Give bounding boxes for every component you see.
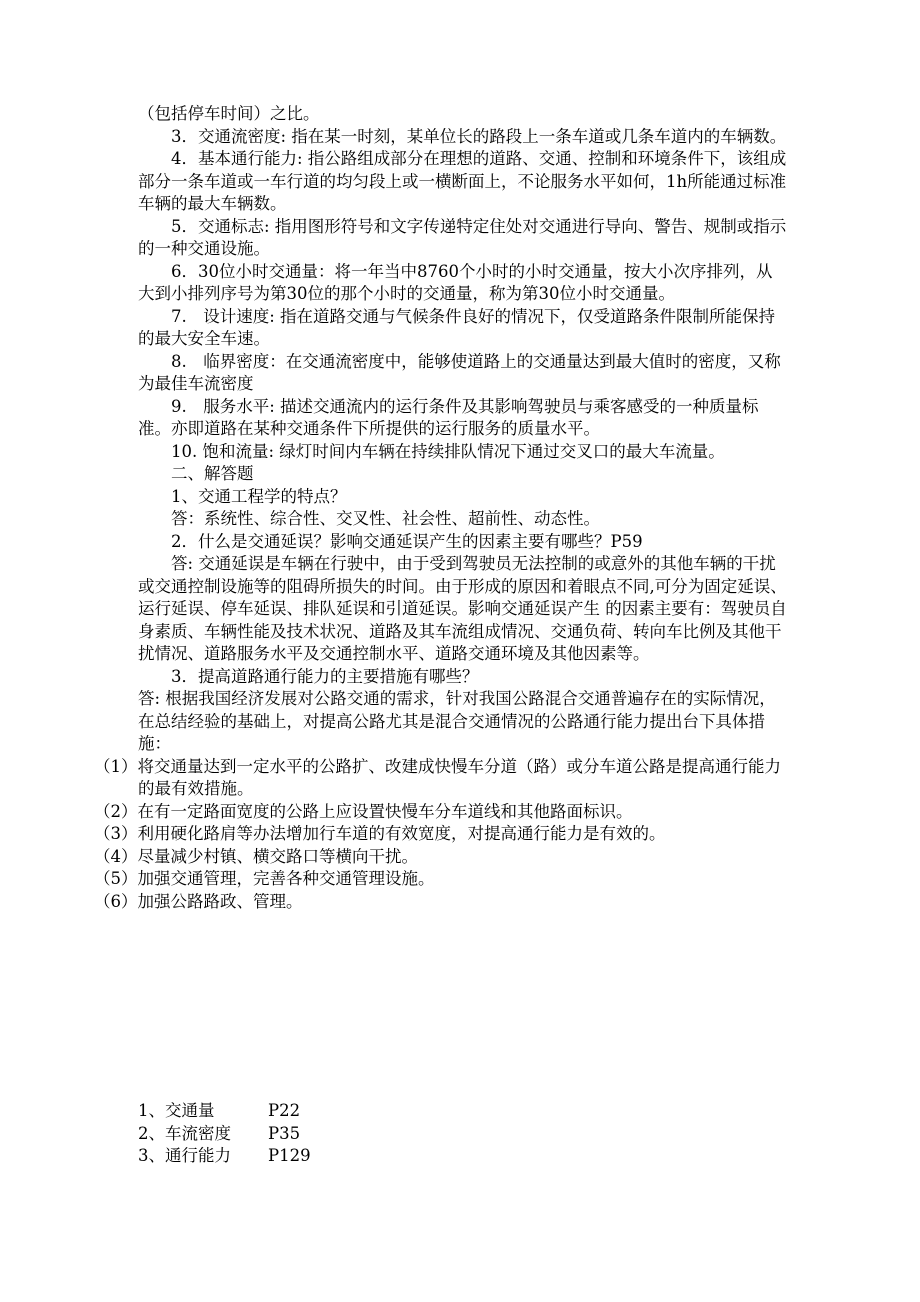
measure-item: （5）加强交通管理，完善各种交通管理设施。 bbox=[94, 869, 435, 888]
reference-page: P129 bbox=[268, 1146, 311, 1165]
answer-3-intro: 答: 根据我国经济发展对公路交通的需求，针对我国公路混合交通普遍存在的实际情况，在总结经验的基础上，对提高公路尤其是混合交通情况的公路通行能力提出台下具体措施： bbox=[138, 689, 776, 753]
question-2: 2．什么是交通延误？影响交通延误产生的因素主要有哪些？P59 bbox=[171, 531, 643, 551]
reference-list bbox=[138, 1100, 311, 1168]
reference-label: 1、交通量 bbox=[138, 1101, 215, 1120]
reference-label: 2、车流密度 bbox=[138, 1123, 231, 1143]
measure-item: （2）在有一定路面宽度的公路上应设置快慢车分车道线和其他路面标识。 bbox=[94, 801, 633, 821]
measure-item: （6）加强公路路政、管理。 bbox=[94, 891, 303, 911]
measure-item: （3）利用硬化路肩等办法增加行车道的有效宽度，对提高通行能力是有效的。 bbox=[94, 824, 666, 843]
definition-design-speed: 7. 设计速度: 指在道路交通与气候条件良好的情况下，仅受道路条件限制所能保持的最大安全车速。 bbox=[138, 306, 776, 348]
paragraph: （包括停车时间）之比。 bbox=[138, 104, 320, 123]
answer-1: 答：系统性、综合性、交叉性、社会性、超前性、动态性。 bbox=[171, 509, 600, 528]
reference-page: P35 bbox=[268, 1123, 301, 1143]
measure-item: （1）将交通量达到一定水平的公路扩、改建成快慢车分道（路）或分车道公路是提高通行能力的最有效措施。 bbox=[94, 756, 781, 798]
reference-page: P22 bbox=[268, 1101, 301, 1120]
definition-basic-capacity: 4．基本通行能力: 指公路组成部分在理想的道路、交通、控制和环境条件下，该组成部分一条车道或一车行道的均匀段上或一横断面上，不论服务水平如何，1h所能通过标准车辆的最大车辆数。 bbox=[138, 149, 787, 213]
definition-saturation-flow: 10. 饱和流量: 绿灯时间内车辆在持续排队情况下通过交叉口的最大车流量。 bbox=[171, 441, 725, 461]
definition-traffic-density: 3．交通流密度: 指在某一时刻，某单位长的路段上一条车道或几条车道内的车辆数。 bbox=[171, 126, 787, 146]
question-1: 1、交通工程学的特点？ bbox=[171, 486, 347, 506]
question-3: 3．提高道路通行能力的主要措施有哪些？ bbox=[171, 666, 479, 686]
reference-label: 3、通行能力 bbox=[138, 1146, 231, 1165]
measure-item: （4）尽量减少村镇、横交路口等横向干扰。 bbox=[94, 846, 418, 866]
reference-row bbox=[138, 1123, 311, 1146]
definition-level-of-service: 9. 服务水平: 描述交通流内的运行条件及其影响驾驶员与乘客感受的一种质量标准。亦即道路在某种交通条件下所提供的运行服务的质量水平。 bbox=[138, 396, 759, 438]
definition-critical-density: 8. 临界密度：在交通流密度中，能够使道路上的交通量达到最大值时的密度，又称为最佳车流密度 bbox=[138, 351, 781, 393]
reference-row bbox=[138, 1100, 311, 1123]
section-heading: 二、解答题 bbox=[171, 464, 254, 483]
document-body bbox=[94, 103, 788, 913]
definition-30th-hour-volume: 6．30位小时交通量：将一年当中8760个小时的小时交通量，按大小次序排列，从大到小排列序号为第30位的那个小时的交通量，称为第30位小时交通量。 bbox=[138, 261, 773, 303]
definition-traffic-sign: 5．交通标志: 指用图形符号和文字传递特定住处对交通进行导向、警告、规制或指示的一种交通设施。 bbox=[138, 216, 787, 258]
reference-row bbox=[138, 1145, 311, 1168]
answer-2: 答: 交通延误是车辆在行驶中，由于受到驾驶员无法控制的或意外的其他车辆的干扰或交通控制设施等的阻碍所损失的时间。由于形成的原因和着眼点不同,可分为固定延误、运行延误、停车延误、排队延误和引道延误。影响交通延误产生 的因素主要有：驾驶员自身素质、车辆性能及技术状况、道路及其车流组成情况、交通负荷、转向车比例及其他干扰情况、道路服务水平及交通控制水平、道路交通环境及其他因素等。 bbox=[138, 554, 787, 663]
